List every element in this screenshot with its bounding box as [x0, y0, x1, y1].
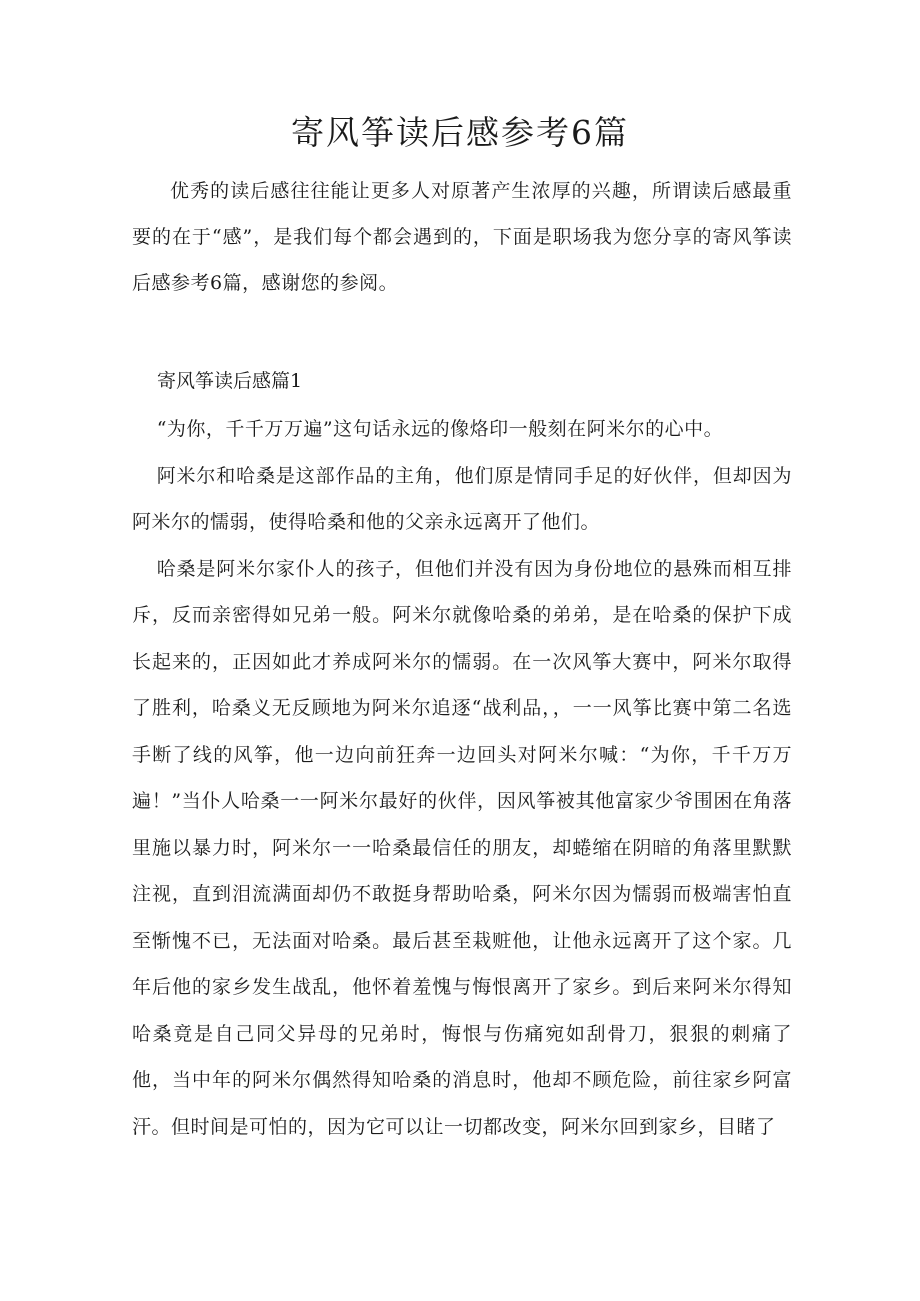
- article-body: [132, 406, 792, 1150]
- intro-paragraph: 优秀的读后感往往能让更多人对原著产生浓厚的兴趣，所谓读后感最重要的在于“感”，是我们每个都会遇到的，下面是职场我为您分享的寄风筝读后感参考6篇，感谢您的参阅。: [132, 180, 792, 294]
- body-paragraph-1: “为你，千千万万遍”这句话永远的像烙印一般刻在阿米尔的心中。: [156, 418, 724, 440]
- section-heading: 寄风筝读后感篇1: [157, 370, 303, 392]
- body-paragraph-3: 哈桑是阿米尔家仆人的孩子，但他们并没有因为身份地位的悬殊而相互排斥，反而亲密得如兄弟一般。阿米尔就像哈桑的弟弟，是在哈桑的保护下成长起来的，正因如此才养成阿米尔的懦弱。在一次风筝大赛中，阿米尔取得了胜利，哈桑义无反顾地为阿米尔追逐“战利品，，一一风筝比赛中第二名选手断了线的风筝，他一边向前狂奔一边回头对阿米尔喊：“为你，千千万万遍！”当仆人哈桑一一阿米尔最好的伙伴，因风筝被其他富家少爷围困在角落里施以暴力时，阿米尔一一哈桑最信任的朋友，却蜷缩在阴暗的角落里默默注视，直到泪流满面却仍不敢挺身帮助哈桑，阿米尔因为懦弱而极端害怕直至惭愧不已，无法面对哈桑。最后甚至栽赃他，让他永远离开了这个家。几年后他的家乡发生战乱，他怀着羞愧与悔恨离开了家乡。到后来阿米尔得知哈桑竟是自己同父异母的兄弟时，悔恨与伤痛宛如刮骨刀，狠狠的刺痛了他，当中年的阿米尔偶然得知哈桑的消息时，他却不顾危险，前往家乡阿富汗。但时间是可怕的，因为它可以让一切都改变，阿米尔回到家乡，目睹了: [132, 557, 792, 1138]
- document-title: 寄风筝读后感参考6篇: [291, 113, 629, 152]
- body-paragraph-2: 阿米尔和哈桑是这部作品的主角，他们原是情同手足的好伙伴，但却因为阿米尔的懦弱，使得哈桑和他的父亲永远离开了他们。: [132, 464, 792, 533]
